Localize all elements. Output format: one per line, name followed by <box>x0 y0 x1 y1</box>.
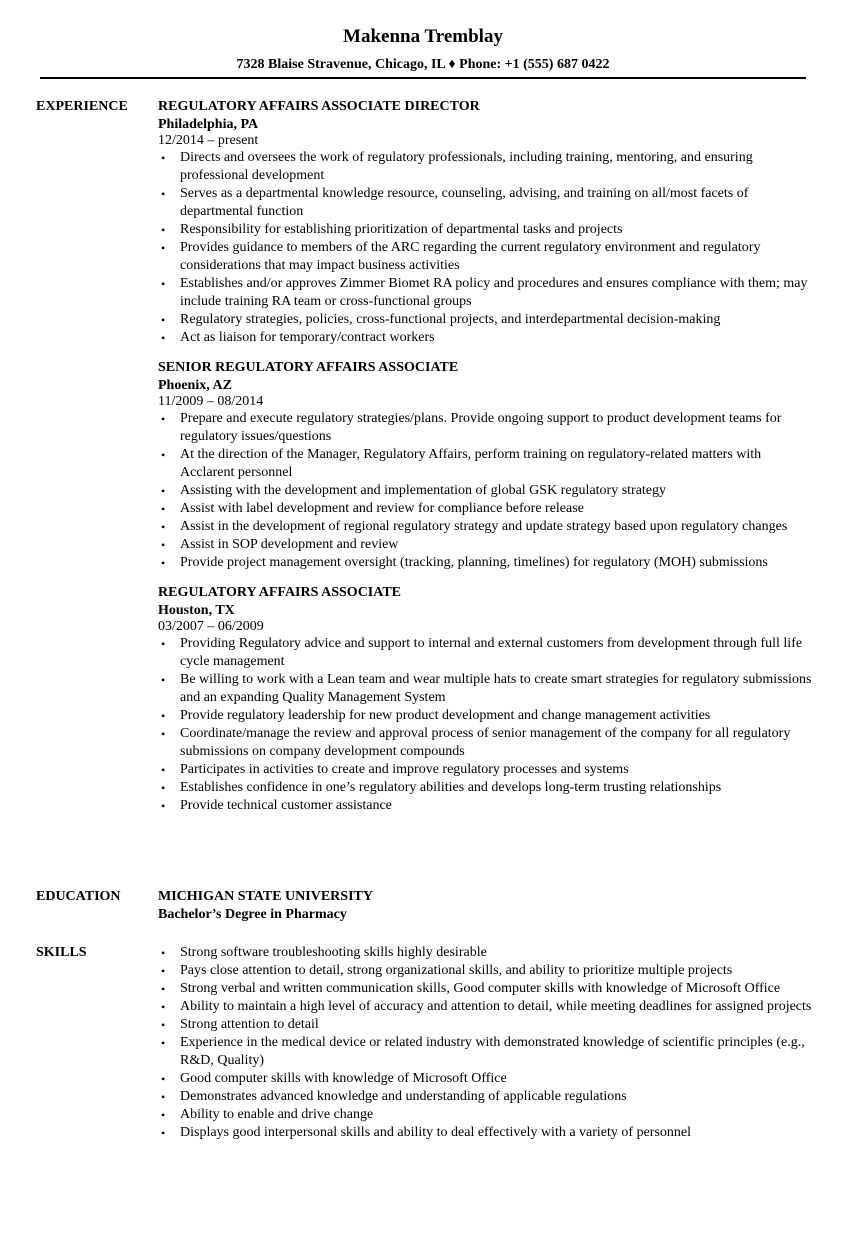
list-item <box>158 944 818 962</box>
bullet-text: Serves as a departmental knowledge resource, counseling, advising, and training on all/most facets of departmental function <box>180 186 749 219</box>
list-item <box>158 1106 818 1124</box>
bullet-icon: • <box>161 313 166 327</box>
bullet-icon: • <box>161 187 166 201</box>
list-item <box>158 761 818 779</box>
bullet-icon: • <box>161 763 166 777</box>
list-item <box>158 518 818 536</box>
section-heading-skills: SKILLS <box>36 945 87 960</box>
bullet-text: At the direction of the Manager, Regulatory Affairs, perform training on regulatory-related matters with Acclarent personnel <box>180 447 762 480</box>
bullet-text: Regulatory strategies, policies, cross-functional projects, and interdepartmental decision-making <box>180 312 721 327</box>
job-location: Philadelphia, PA <box>158 117 259 132</box>
skills-list <box>158 944 818 1142</box>
bullet-text: Strong verbal and written communication skills, Good computer skills with knowledge of Microsoft Office <box>180 981 781 996</box>
bullet-icon: • <box>161 538 166 552</box>
list-item <box>158 311 818 329</box>
bullet-text: Experience in the medical device or related industry with demonstrated knowledge of scientific principles (e.g., R&D, Quality) <box>180 1035 805 1068</box>
bullet-icon: • <box>161 151 166 165</box>
bullet-text: Establishes confidence in one’s regulatory abilities and develops long-term trusting relationships <box>180 780 722 795</box>
school-name: MICHIGAN STATE UNIVERSITY <box>158 889 373 904</box>
list-item <box>158 446 818 482</box>
bullet-text: Ability to maintain a high level of accuracy and attention to detail, while meeting deadlines for assigned projects <box>180 999 812 1014</box>
bullet-icon: • <box>161 223 166 237</box>
bullet-text: Directs and oversees the work of regulatory professionals, including training, mentoring, and ensuring professional development <box>180 150 753 183</box>
job-dates: 12/2014 – present <box>158 133 259 148</box>
bullet-text: Coordinate/manage the review and approval process of senior management of the company for all regulatory submissions on company development compounds <box>180 726 791 759</box>
candidate-name: Makenna Tremblay <box>343 26 503 47</box>
bullet-icon: • <box>161 448 166 462</box>
job-title: SENIOR REGULATORY AFFAIRS ASSOCIATE <box>158 360 459 375</box>
bullet-icon: • <box>161 964 166 978</box>
bullet-icon: • <box>161 1000 166 1014</box>
education-entry <box>158 888 818 924</box>
list-item <box>158 1124 818 1142</box>
bullet-text: Provide technical customer assistance <box>180 798 392 813</box>
bullet-text: Pays close attention to detail, strong organizational skills, and ability to prioritize multiple projects <box>180 963 733 978</box>
list-item <box>158 185 818 221</box>
resume-header <box>40 24 806 75</box>
bullet-icon: • <box>161 556 166 570</box>
skills-bullets <box>158 944 818 1142</box>
list-item <box>158 671 818 707</box>
list-item <box>158 149 818 185</box>
experience-list <box>158 98 818 827</box>
list-item <box>158 221 818 239</box>
job-location: Phoenix, AZ <box>158 378 232 393</box>
list-item <box>158 797 818 815</box>
bullet-icon: • <box>161 727 166 741</box>
contact-line: 7328 Blaise Stravenue, Chicago, IL ♦ Phone: +1 (555) 687 0422 <box>236 57 610 72</box>
list-item <box>158 725 818 761</box>
list-item <box>158 239 818 275</box>
bullet-icon: • <box>161 1090 166 1104</box>
bullet-icon: • <box>161 520 166 534</box>
bullet-icon: • <box>161 331 166 345</box>
list-item <box>158 410 818 446</box>
bullet-text: Good computer skills with knowledge of Microsoft Office <box>180 1071 507 1086</box>
bullet-text: Assist with label development and review for compliance before release <box>180 501 584 516</box>
list-item <box>158 329 818 347</box>
bullet-icon: • <box>161 637 166 651</box>
bullet-icon: • <box>161 412 166 426</box>
header-divider <box>40 77 806 79</box>
job-entry <box>158 98 818 347</box>
bullet-text: Strong attention to detail <box>180 1017 319 1032</box>
bullet-icon: • <box>161 982 166 996</box>
bullet-text: Be willing to work with a Lean team and wear multiple hats to create smart strategies for regulatory submissions and an expanding Quality Management System <box>180 672 812 705</box>
bullet-text: Provide project management oversight (tracking, planning, timelines) for regulatory (MOH) submissions <box>180 555 768 570</box>
bullet-text: Assisting with the development and implementation of global GSK regulatory strategy <box>180 483 667 498</box>
bullet-icon: • <box>161 484 166 498</box>
bullet-text: Responsibility for establishing prioritization of departmental tasks and projects <box>180 222 623 237</box>
list-item <box>158 998 818 1016</box>
bullet-icon: • <box>161 781 166 795</box>
degree-name: Bachelor’s Degree in Pharmacy <box>158 907 347 922</box>
bullet-text: Provide regulatory leadership for new product development and change management activities <box>180 708 711 723</box>
bullet-text: Providing Regulatory advice and support to internal and external customers from development through full life cycle management <box>180 636 803 669</box>
bullet-text: Ability to enable and drive change <box>180 1107 374 1122</box>
list-item <box>158 962 818 980</box>
bullet-text: Assist in the development of regional regulatory strategy and update strategy based upon regulatory changes <box>180 519 788 534</box>
job-title: REGULATORY AFFAIRS ASSOCIATE <box>158 585 402 600</box>
bullet-icon: • <box>161 241 166 255</box>
job-dates: 11/2009 – 08/2014 <box>158 394 264 409</box>
bullet-text: Provides guidance to members of the ARC regarding the current regulatory environment and regulatory considerations that may impact business activities <box>180 240 761 273</box>
bullet-text: Establishes and/or approves Zimmer Biomet RA policy and procedures and ensures compliance with them; may include training RA team or cross-functional groups <box>180 276 808 309</box>
list-item <box>158 275 818 311</box>
list-item <box>158 536 818 554</box>
job-entry <box>158 584 818 815</box>
list-item <box>158 1034 818 1070</box>
list-item <box>158 1088 818 1106</box>
bullet-icon: • <box>161 1072 166 1086</box>
list-item <box>158 1016 818 1034</box>
bullet-icon: • <box>161 277 166 291</box>
bullet-text: Act as liaison for temporary/contract workers <box>180 330 435 345</box>
list-item <box>158 707 818 725</box>
list-item <box>158 980 818 998</box>
job-dates: 03/2007 – 06/2009 <box>158 619 264 634</box>
list-item <box>158 482 818 500</box>
bullet-text: Assist in SOP development and review <box>180 537 399 552</box>
bullet-text: Demonstrates advanced knowledge and understanding of applicable regulations <box>180 1089 627 1104</box>
bullet-icon: • <box>161 1126 166 1140</box>
bullet-icon: • <box>161 502 166 516</box>
bullet-icon: • <box>161 946 166 960</box>
list-item <box>158 554 818 572</box>
bullet-text: Participates in activities to create and improve regulatory processes and systems <box>180 762 629 777</box>
section-heading-experience: EXPERIENCE <box>36 99 128 114</box>
section-heading-education: EDUCATION <box>36 889 121 904</box>
job-bullets <box>158 410 818 572</box>
list-item <box>158 635 818 671</box>
bullet-text: Strong software troubleshooting skills highly desirable <box>180 945 487 960</box>
list-item <box>158 779 818 797</box>
list-item <box>158 1070 818 1088</box>
bullet-icon: • <box>161 1036 166 1050</box>
bullet-icon: • <box>161 1108 166 1122</box>
bullet-icon: • <box>161 673 166 687</box>
bullet-text: Displays good interpersonal skills and ability to deal effectively with a variety of personnel <box>180 1125 691 1140</box>
bullet-text: Prepare and execute regulatory strategies/plans. Provide ongoing support to product development teams for regulatory issues/questions <box>180 411 782 444</box>
bullet-icon: • <box>161 1018 166 1032</box>
job-entry <box>158 359 818 572</box>
bullet-icon: • <box>161 709 166 723</box>
job-bullets <box>158 149 818 347</box>
list-item <box>158 500 818 518</box>
job-bullets <box>158 635 818 815</box>
bullet-icon: • <box>161 799 166 813</box>
job-title: REGULATORY AFFAIRS ASSOCIATE DIRECTOR <box>158 99 480 114</box>
job-location: Houston, TX <box>158 603 235 618</box>
